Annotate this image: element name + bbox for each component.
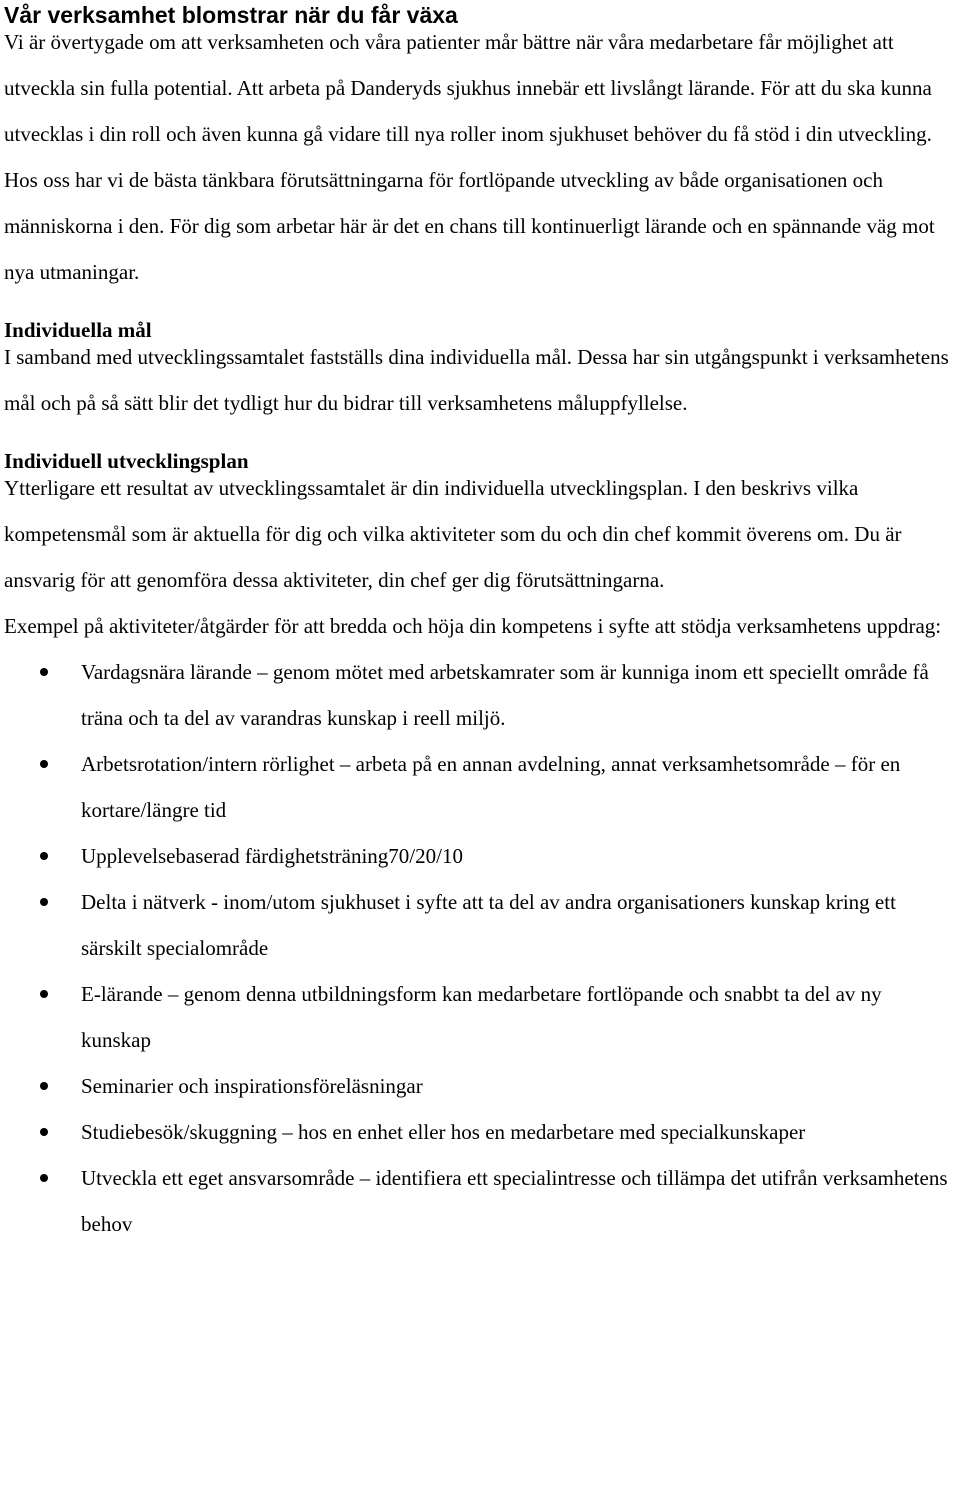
bullet-icon bbox=[40, 990, 48, 998]
page-title: Vår verksamhet blomstrar när du får växa bbox=[4, 2, 458, 28]
spacer bbox=[4, 426, 956, 448]
bullet-icon bbox=[40, 1174, 48, 1182]
bullet-icon bbox=[40, 898, 48, 906]
intro-paragraph: Vi är övertygade om att verksamheten och våra patienter mår bättre när våra medarbetare får möjlighet att utveckla sin fulla potential. Att arbeta på Danderyds sjukhus innebär ett livslångt lärande. För att du ska kunna utvecklas i din roll och även kunna gå vidare till nya roller inom sjukhuset behöver du få stöd i din utveckling. Hos oss har vi de bästa tänkbara förutsättningarna för fortlöpande utveckling av både organisationen och människorna i den. För dig som arbetar här är det en chans till kontinuerligt lärande och en spännande väg mot nya utmaningar. bbox=[4, 30, 935, 284]
list-item-text: Delta i nätverk - inom/utom sjukhuset i syfte att ta del av andra organisationers kunskap kring ett särskilt specialområde bbox=[81, 890, 896, 960]
list-item-text: E-lärande – genom denna utbildningsform kan medarbetare fortlöpande och snabbt ta del av ny kunskap bbox=[81, 982, 882, 1052]
list-item bbox=[4, 971, 956, 1063]
list-item bbox=[4, 879, 956, 971]
list-item-text: Vardagsnära lärande – genom mötet med arbetskamrater som är kunniga inom ett speciellt område få träna och ta del av varandras kunskap i reell miljö. bbox=[81, 660, 929, 730]
list-item-text: Studiebesök/skuggning – hos en enhet eller hos en medarbetare med specialkunskaper bbox=[81, 1120, 806, 1144]
list-item-text: Seminarier och inspirationsföreläsningar bbox=[81, 1074, 423, 1098]
section-heading-individual-goals: Individuella mål bbox=[4, 318, 152, 342]
list-item bbox=[4, 833, 956, 879]
section-heading-development-plan: Individuell utvecklingsplan bbox=[4, 449, 249, 473]
section-paragraph-individual-goals: I samband med utvecklingssamtalet fastställs dina individuella mål. Dessa har sin utgångspunkt i verksamhetens mål och på så sätt blir det tydligt hur du bidrar till verksamhetens måluppfyllelse. bbox=[4, 345, 949, 415]
list-item bbox=[4, 1109, 956, 1155]
list-item bbox=[4, 1063, 956, 1109]
list-item-text: Utveckla ett eget ansvarsområde – identifiera ett specialintresse och tillämpa det utifrån verksamhetens behov bbox=[81, 1166, 948, 1236]
bullet-icon bbox=[40, 668, 48, 676]
bullet-icon bbox=[40, 760, 48, 768]
section-paragraph-development-plan: Ytterligare ett resultat av utvecklingssamtalet är din individuella utvecklingsplan. I den beskrivs vilka kompetensmål som är aktuella för dig och vilka aktiviteter som du och din chef kommit överens om. Du är ansvarig för att genomföra dessa aktiviteter, din chef ger dig förutsättningarna. bbox=[4, 476, 902, 592]
bullet-icon bbox=[40, 1128, 48, 1136]
bullet-icon bbox=[40, 852, 48, 860]
spacer bbox=[4, 295, 956, 317]
bullet-icon bbox=[40, 1082, 48, 1090]
list-item bbox=[4, 649, 956, 741]
examples-intro: Exempel på aktiviteter/åtgärder för att bredda och höja din kompetens i syfte att stödja verksamhetens uppdrag: bbox=[4, 614, 942, 638]
activity-list bbox=[4, 649, 956, 1247]
list-item bbox=[4, 1155, 956, 1247]
list-item-text: Arbetsrotation/intern rörlighet – arbeta på en annan avdelning, annat verksamhetsområde – för en kortare/längre tid bbox=[81, 752, 901, 822]
list-item bbox=[4, 741, 956, 833]
document-page bbox=[0, 2, 960, 1503]
list-item-text: Upplevelsebaserad färdighetsträning70/20/10 bbox=[81, 844, 463, 868]
